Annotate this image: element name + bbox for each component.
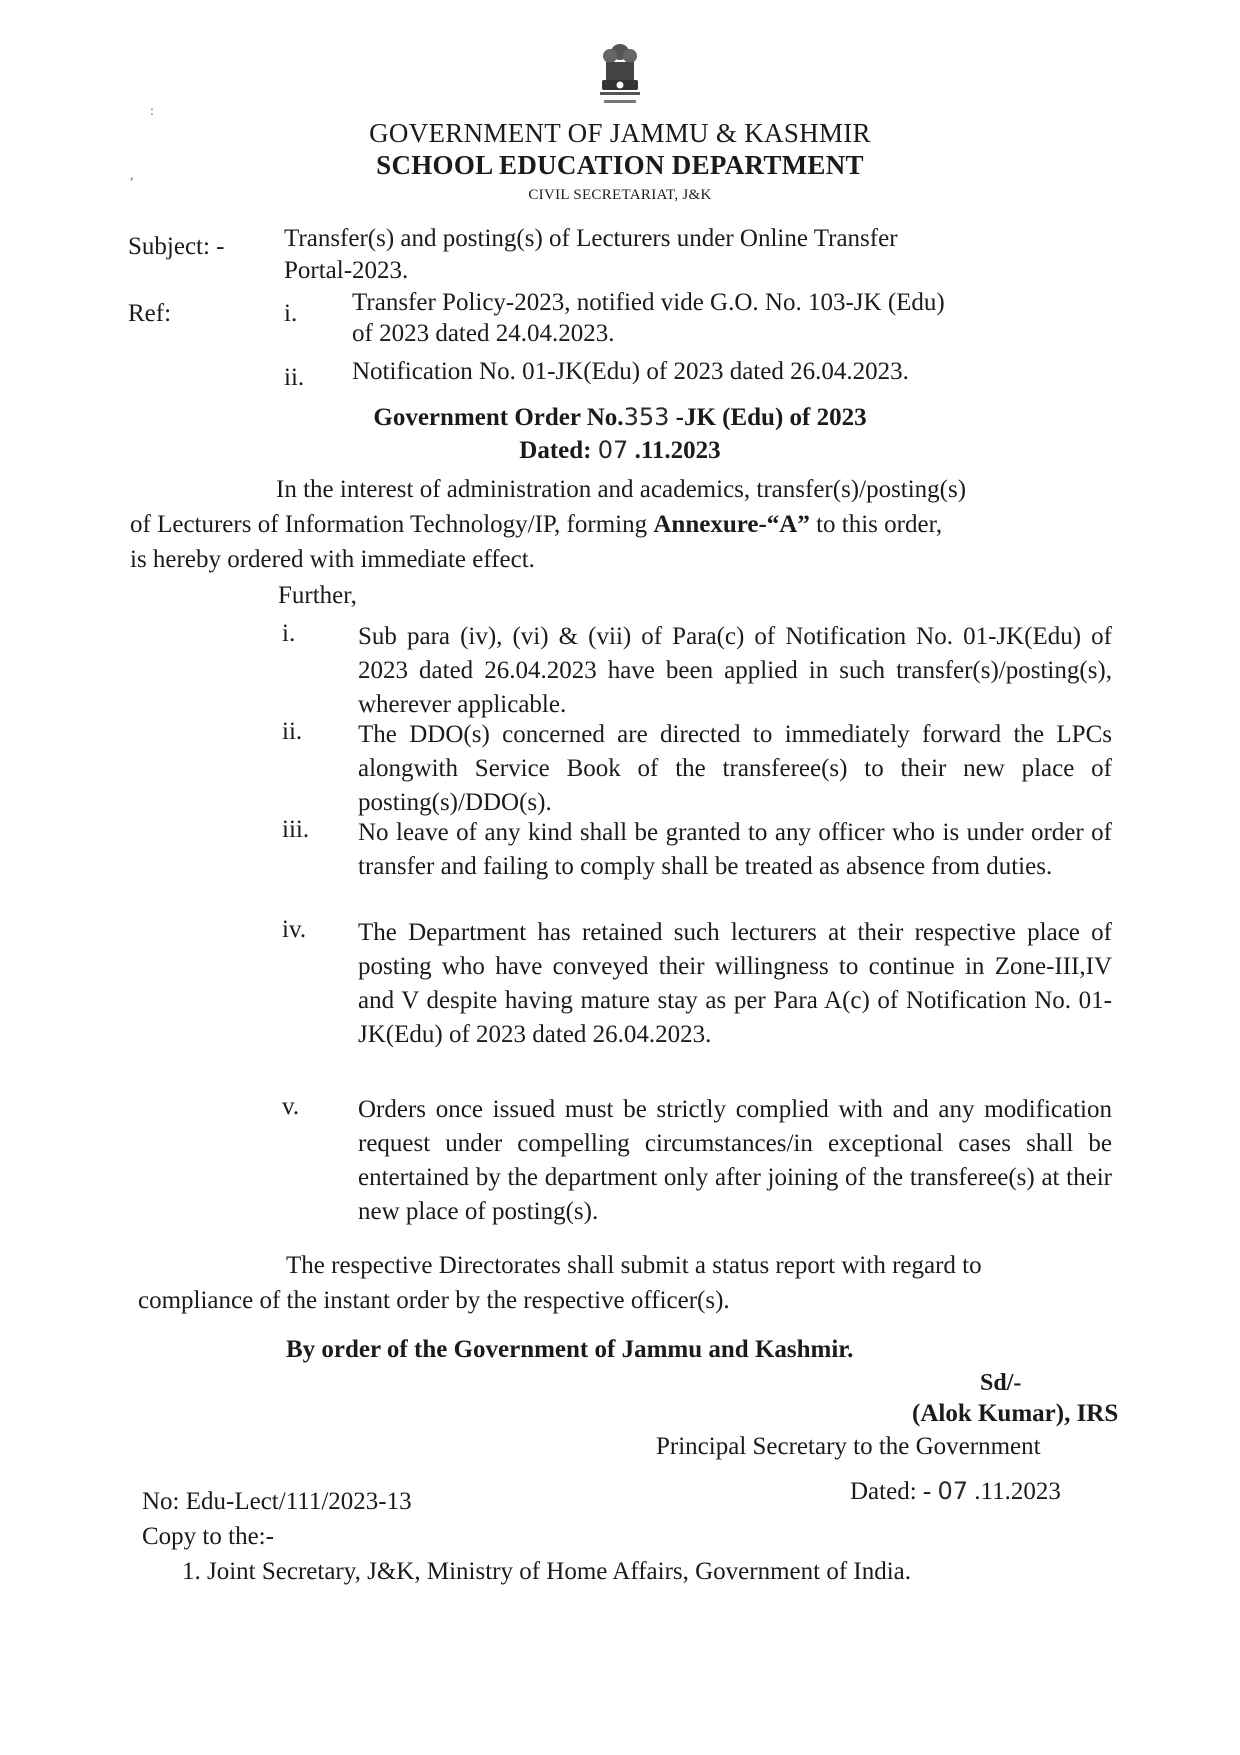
list-item-text: The Department has retained such lecturers at their respective place of posting who have conveyed their willingness to continue in Zone-III,IV and V despite having mature stay as per Para A(c) of Notification No. 01-JK(Edu) of 2023 dated 26.04.2023. — [358, 919, 1112, 1048]
order-title-suffix: -JK (Edu) of 2023 — [669, 404, 867, 431]
body-paragraph-line: The respective Directorates shall submit a status report with regard to — [286, 1252, 982, 1279]
body-paragraph-line: compliance of the instant order by the respective officer(s). — [138, 1287, 730, 1314]
order-number-line — [0, 403, 1240, 432]
list-item-number: iv. — [282, 916, 307, 943]
list-item — [282, 1093, 1112, 1233]
list-item-text: Orders once issued must be strictly complied with and any modification request under compelling circumstances/in exceptional cases shall be entertained by the department only after joining of the transferee(s) at their new place of posting(s). — [358, 1096, 1112, 1225]
order-dated-prefix: Dated: — [519, 437, 598, 464]
list-item-number: v. — [282, 1093, 300, 1120]
order-day-handwritten: 07 — [597, 436, 629, 464]
further-label: Further, — [278, 582, 357, 609]
header-department: SCHOOL EDUCATION DEPARTMENT — [376, 150, 864, 180]
header-government: GOVERNMENT OF JAMMU & KASHMIR — [369, 118, 871, 148]
list-item — [282, 620, 1112, 720]
header-secretariat: CIVIL SECRETARIAT, J&K — [528, 187, 712, 203]
subject-text-line2: Portal-2023. — [284, 257, 409, 284]
signature-date — [850, 1477, 1061, 1506]
annexure-reference: Annexure-“A” — [653, 511, 810, 538]
subject-label: Subject: - — [128, 233, 225, 260]
ref-item-number: i. — [284, 300, 298, 327]
list-item-number: iii. — [282, 816, 310, 843]
list-item-text: Sub para (iv), (vi) & (vii) of Para(c) of Notification No. 01-JK(Edu) of 2023 dated 26.04.2023 have been applied in such transfer(s)/posting(s), wherever applicable. — [358, 623, 1112, 718]
signatory-designation: Principal Secretary to the Government — [656, 1433, 1041, 1460]
signatory-name: (Alok Kumar), IRS — [912, 1400, 1119, 1427]
list-item — [282, 718, 1112, 818]
copy-list-item — [182, 1558, 911, 1586]
body-text: of Lecturers of Information Technology/IP, forming — [130, 511, 654, 538]
body-paragraph-line — [130, 507, 1114, 543]
ref-label: Ref: — [128, 300, 172, 327]
margin-mark: , — [130, 168, 134, 183]
signature-date-prefix: Dated: - — [850, 1478, 938, 1505]
signature-day-handwritten: 07 — [937, 1477, 969, 1505]
order-number-handwritten: 353 — [623, 403, 670, 431]
order-title-prefix: Government Order No. — [373, 404, 624, 431]
subject-text-line1: Transfer(s) and posting(s) of Lecturers under Online Transfer — [284, 225, 898, 252]
list-item — [282, 916, 1112, 1086]
body-paragraph-line: is hereby ordered with immediate effect. — [130, 546, 535, 573]
ref-item-text: Transfer Policy-2023, notified vide G.O. No. 103-JK (Edu) — [352, 289, 945, 316]
ref-item-number: ii. — [284, 364, 305, 391]
ref-item-text: Notification No. 01-JK(Edu) of 2023 dated 26.04.2023. — [352, 358, 909, 385]
copy-to-label: Copy to the:- — [142, 1523, 274, 1550]
body-paragraph-line: In the interest of administration and academics, transfer(s)/posting(s) — [276, 476, 967, 503]
list-item-text: No leave of any kind shall be granted to any officer who is under order of transfer and failing to comply shall be treated as absence from duties. — [358, 819, 1112, 880]
signature-sd: Sd/- — [980, 1370, 1022, 1396]
margin-mark: : — [150, 104, 154, 119]
body-text: to this order, — [809, 511, 943, 538]
order-dated-suffix: .11.2023 — [628, 437, 721, 464]
list-item — [282, 816, 1112, 916]
copy-item-text: Joint Secretary, J&K, Ministry of Home Affairs, Government of India. — [207, 1558, 912, 1585]
order-date-line — [0, 436, 1240, 465]
list-item-number: i. — [282, 620, 296, 647]
national-emblem-icon — [590, 40, 650, 110]
list-item-number: ii. — [282, 718, 303, 745]
list-item-text: The DDO(s) concerned are directed to immediately forward the LPCs alongwith Service Book of the transferee(s) to their new place of posting(s)/DDO(s). — [358, 721, 1112, 816]
signature-date-suffix: .11.2023 — [968, 1478, 1061, 1505]
reference-number: No: Edu-Lect/111/2023-13 — [142, 1488, 412, 1515]
ref-item-text: of 2023 dated 24.04.2023. — [352, 320, 615, 347]
by-order-line: By order of the Government of Jammu and Kashmir. — [286, 1336, 854, 1363]
copy-item-number: 1. — [182, 1558, 201, 1585]
